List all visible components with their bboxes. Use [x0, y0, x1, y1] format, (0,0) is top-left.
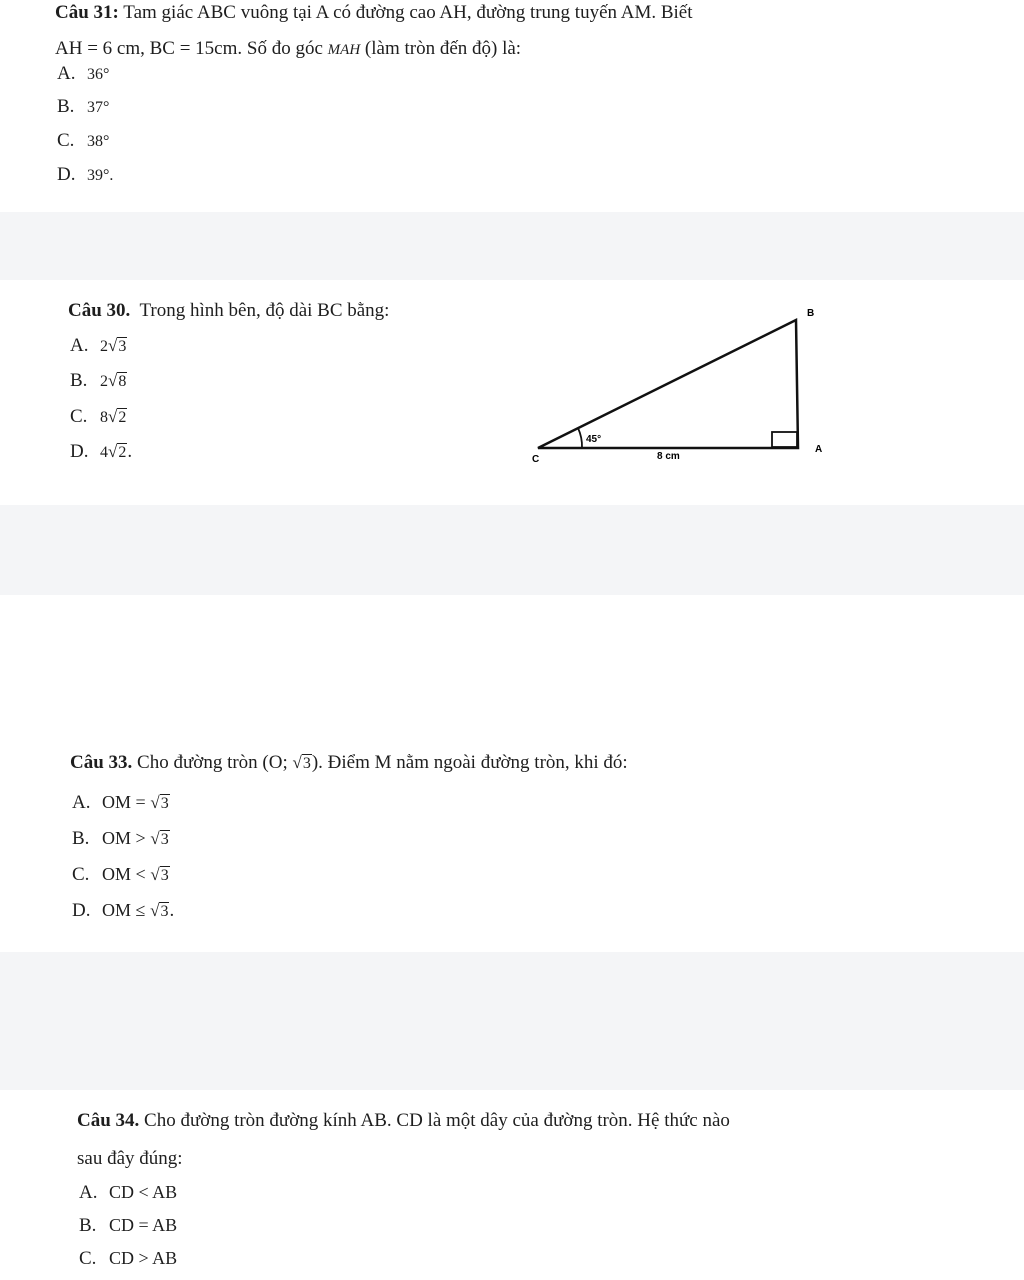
option-text: CD = AB — [109, 1215, 178, 1235]
triangle-abc — [538, 320, 798, 448]
side-ca-label: 8 cm — [657, 451, 680, 462]
option-a[interactable] — [57, 63, 109, 85]
option-label: A. — [70, 335, 89, 356]
option-label: D. — [70, 441, 89, 462]
option-text: CD > AB — [109, 1248, 178, 1268]
question-31 — [55, 0, 1015, 200]
sqrt-expression: √8 — [108, 371, 127, 390]
question-33 — [70, 750, 970, 930]
angle-name: MAH — [327, 42, 361, 58]
option-c[interactable] — [57, 130, 109, 152]
sqrt-expression: √3 — [108, 336, 127, 355]
vertex-a-label: A — [815, 444, 823, 455]
radicand: 2 — [118, 409, 127, 426]
option-text: 39°. — [87, 167, 114, 184]
option-text: 36° — [87, 66, 110, 83]
right-angle-marker — [772, 432, 797, 447]
question-33-text-b: ). Điểm M nằm ngoài đường tròn, khi đó: — [311, 752, 628, 773]
question-30-text: Trong hình bên, độ dài BC bằng: — [139, 300, 390, 321]
question-31-text-2a: AH = 6 cm, BC = 15cm. Số đo góc — [55, 38, 323, 59]
option-b[interactable] — [72, 828, 170, 850]
option-coef: 8 — [100, 409, 108, 426]
radicand: 3 — [160, 795, 169, 812]
question-34 — [77, 1108, 1007, 1278]
option-c[interactable] — [72, 864, 170, 886]
option-b[interactable] — [79, 1215, 177, 1237]
question-33-text-a: Cho đường tròn (O; — [137, 752, 288, 773]
question-34-text: Cho đường tròn đường kính AB. CD là một dây của đường tròn. Hệ thức nào — [144, 1110, 730, 1131]
option-suffix: . — [169, 900, 175, 921]
separator-band — [0, 212, 1024, 280]
option-label: A. — [57, 63, 76, 84]
radicand: 8 — [118, 373, 127, 390]
question-30-title: Câu 30. — [68, 300, 131, 321]
question-34-title: Câu 34. — [77, 1110, 140, 1131]
separator-band — [0, 952, 1024, 1090]
sqrt-expression: √3 — [292, 753, 311, 772]
option-suffix: . — [127, 441, 133, 462]
option-label: B. — [79, 1215, 97, 1236]
question-34-line2 — [77, 1148, 183, 1170]
option-expr: OM ≤ — [102, 900, 146, 920]
question-31-line2 — [55, 38, 521, 60]
option-expr: OM < — [102, 864, 146, 884]
option-text: 38° — [87, 133, 110, 150]
vertex-c-label: C — [532, 454, 540, 465]
option-d[interactable] — [72, 900, 174, 922]
question-34-line1 — [77, 1110, 730, 1132]
radicand: 3 — [160, 831, 169, 848]
option-label: B. — [72, 828, 90, 849]
option-a[interactable] — [72, 792, 170, 814]
option-label: B. — [70, 370, 88, 391]
option-c[interactable] — [79, 1248, 177, 1270]
option-b[interactable] — [57, 96, 109, 118]
option-text: 37° — [87, 99, 110, 116]
question-30-line — [68, 300, 389, 322]
option-label: C. — [70, 406, 88, 427]
option-label: C. — [57, 130, 75, 151]
angle-arc — [578, 428, 582, 448]
question-30 — [68, 298, 528, 478]
sqrt-expression: √2 — [108, 442, 127, 461]
option-a[interactable] — [70, 335, 127, 357]
sqrt-expression: √3 — [150, 829, 169, 848]
radicand: 2 — [118, 444, 127, 461]
question-31-title: Câu 31: — [55, 2, 119, 23]
option-a[interactable] — [79, 1182, 177, 1204]
sqrt-expression: √3 — [150, 793, 169, 812]
angle-label: 45° — [586, 434, 602, 445]
question-33-title: Câu 33. — [70, 752, 133, 773]
option-text: CD < AB — [109, 1182, 178, 1202]
option-expr: OM > — [102, 828, 146, 848]
radicand: 3 — [160, 903, 169, 920]
option-d[interactable] — [70, 441, 132, 463]
separator-band — [0, 505, 1024, 595]
option-label: C. — [72, 864, 90, 885]
question-34-text-2: sau đây đúng: — [77, 1148, 183, 1169]
option-label: D. — [57, 164, 76, 185]
radicand: 3 — [118, 338, 127, 355]
sqrt-expression: √3 — [150, 901, 169, 920]
option-expr: OM = — [102, 792, 146, 812]
radicand: 3 — [302, 755, 311, 772]
option-label: B. — [57, 96, 75, 117]
vertex-b-label: B — [807, 308, 815, 319]
option-label: C. — [79, 1248, 97, 1269]
option-c[interactable] — [70, 406, 127, 428]
option-label: D. — [72, 900, 91, 921]
option-label: A. — [79, 1182, 98, 1203]
question-31-line1 — [55, 2, 693, 24]
option-coef: 2 — [100, 373, 108, 390]
triangle-figure — [520, 300, 840, 470]
question-31-text: Tam giác ABC vuông tại A có đường cao AH, đường trung tuyến AM. Biết — [123, 2, 693, 23]
sqrt-expression: √3 — [150, 865, 169, 884]
question-33-line — [70, 752, 628, 774]
sqrt-expression: √2 — [108, 407, 127, 426]
option-d[interactable] — [57, 164, 113, 186]
option-coef: 4 — [100, 444, 108, 461]
radicand: 3 — [160, 867, 169, 884]
option-label: A. — [72, 792, 91, 813]
option-b[interactable] — [70, 370, 127, 392]
question-31-text-2b: (làm tròn đến độ) là: — [364, 38, 522, 59]
option-coef: 2 — [100, 338, 108, 355]
